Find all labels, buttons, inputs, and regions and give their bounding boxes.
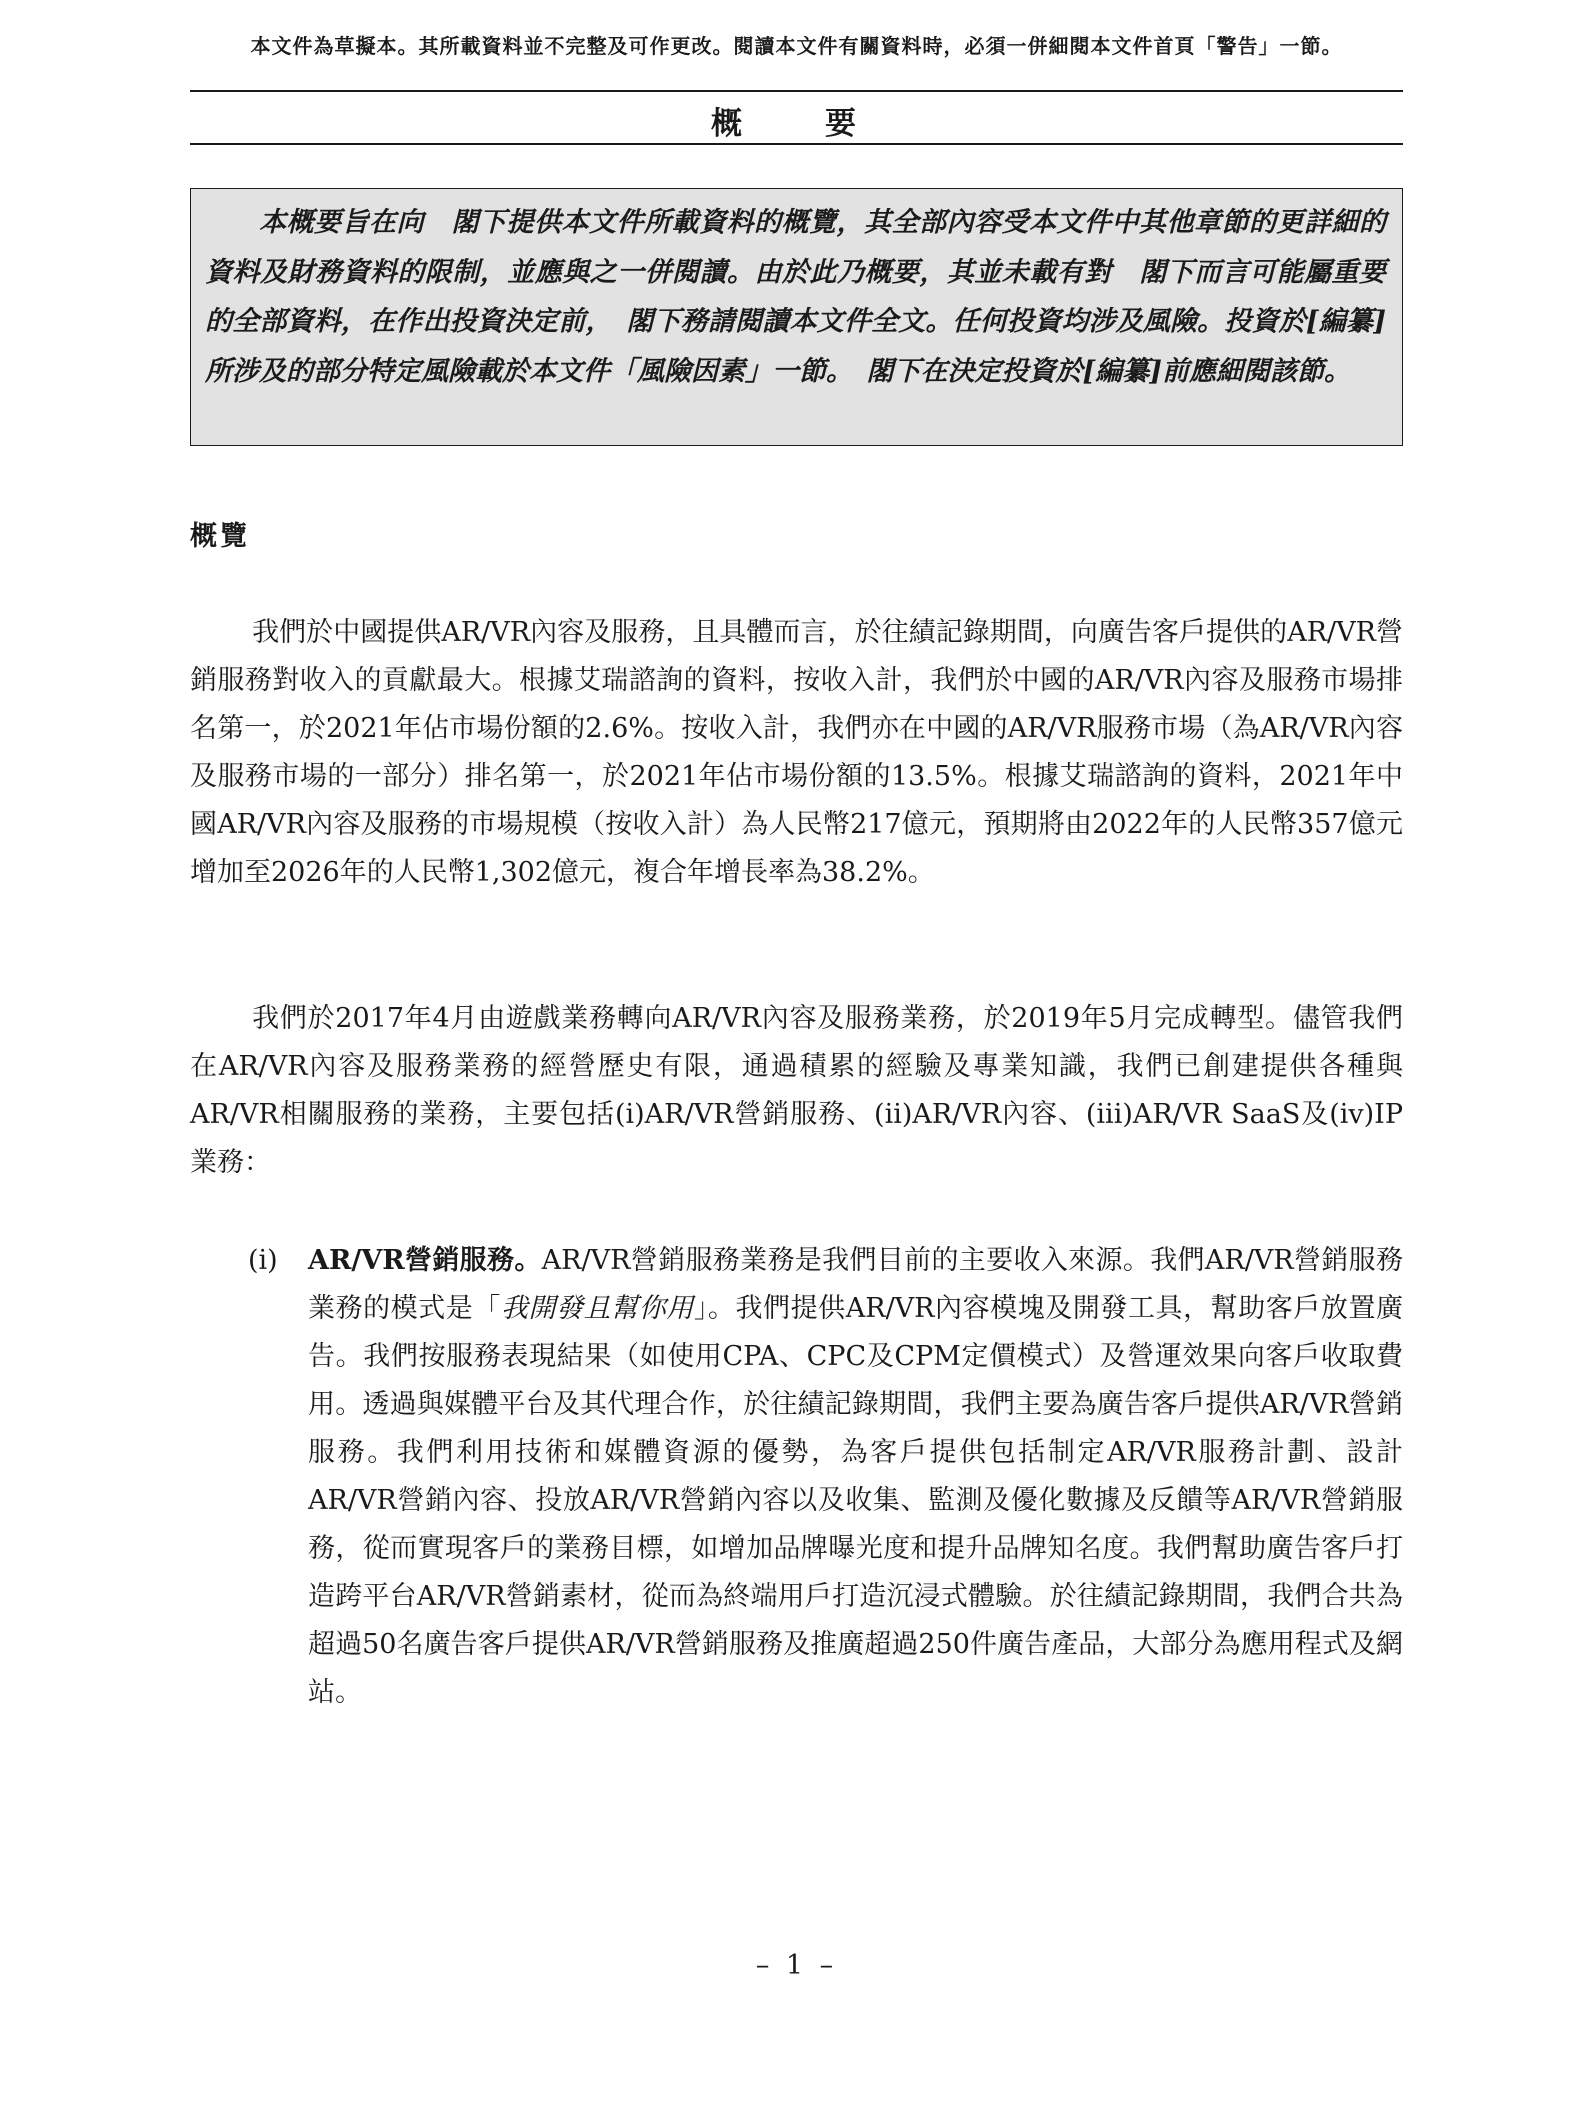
list-item-quote: 我開發且幫你用 <box>500 1293 694 1324</box>
list-item-title: AR/VR營銷服務。 <box>308 1245 542 1276</box>
list-item-text-after-quote: 」。我們提供AR/VR內容模塊及開發工具，幫助客戶放置廣告。我們按服務表現結果（如使用CPA、CPC及CPM定價模式）及營運效果向客戶收取費用。透過與媒體平台及其代理合作，於往績記錄期間，我們主要為廣告客戶提供AR/VR營銷服務。我們利用技術和媒體資源的優勢，為客戶提供包括制定AR/VR服務計劃、設計AR/VR營銷內容、投放AR/VR營銷內容以及收集、監測及優化數據及反饋等AR/VR營銷服務，從而實現客戶的業務目標，如增加品牌曝光度和提升品牌知名度。我們幫助廣告客戶打造跨平台AR/VR營銷素材，從而為終端用戶打造沉浸式體驗。於往績記錄期間，我們合共為超過50名廣告客戶提供AR/VR營銷服務及推廣超過250件廣告產品，大部分為應用程式及網站。 <box>308 1293 1404 1708</box>
title-rule-bottom <box>190 143 1403 145</box>
list-item-marker: (i) <box>248 1245 278 1276</box>
section-title: 概 要 <box>711 106 882 142</box>
overview-paragraph-2: 我們於2017年4月由遊戲業務轉向AR/VR內容及服務業務，於2019年5月完成轉型。儘管我們在AR/VR內容及服務業務的經營歷史有限，通過積累的經驗及專業知識，我們已創建提供各種與AR/VR相關服務的業務，主要包括(i)AR/VR營銷服務、(ii)AR/VR內容、(iii)AR/VR SaaS及(iv)IP業務： <box>190 1003 1403 1178</box>
title-rule-top <box>190 90 1403 92</box>
summary-disclaimer-box: 本概要旨在向 閣下提供本文件所載資料的概覽，其全部內容受本文件中其他章節的更詳細的資料及財務資料的限制，並應與之一併閱讀。由於此乃概要，其並未載有對 閣下而言可能屬重要的全部資料，在作出投資決定前， 閣下務請閱讀本文件全文。任何投資均涉及風險。投資於[編纂]所涉及的部分特定風險載於本文件「風險因素」一節。 閣下在決定投資於[編纂]前應細閱該節。 <box>190 188 1403 446</box>
list-item-body <box>308 1237 1403 1717</box>
overview-paragraph-1: 我們於中國提供AR/VR內容及服務，且具體而言，於往績記錄期間，向廣告客戶提供的AR/VR營銷服務對收入的貢獻最大。根據艾瑞諮詢的資料，按收入計，我們於中國的AR/VR內容及服務市場排名第一，於2021年佔市場份額的2.6%。按收入計，我們亦在中國的AR/VR服務市場（為AR/VR內容及服務市場的一部分）排名第一，於2021年佔市場份額的13.5%。根據艾瑞諮詢的資料，2021年中國AR/VR內容及服務的市場規模（按收入計）為人民幣217億元，預期將由2022年的人民幣357億元增加至2026年的人民幣1,302億元，複合年增長率為38.2%。 <box>190 617 1403 888</box>
draft-notice: 本文件為草擬本。其所載資料並不完整及可作更改。閱讀本文件有關資料時，必須一併細閱本文件首頁「警告」一節。 <box>250 34 1343 58</box>
list-item-text-before-quote: AR/VR營銷服務業務是我們目前的主要收入來源。我們AR/VR營銷服務業務的模式是「 <box>308 1245 1403 1324</box>
overview-heading: 概覽 <box>190 521 250 552</box>
page-number: – 1 – <box>755 1950 838 1981</box>
list-item <box>248 1237 1403 1717</box>
